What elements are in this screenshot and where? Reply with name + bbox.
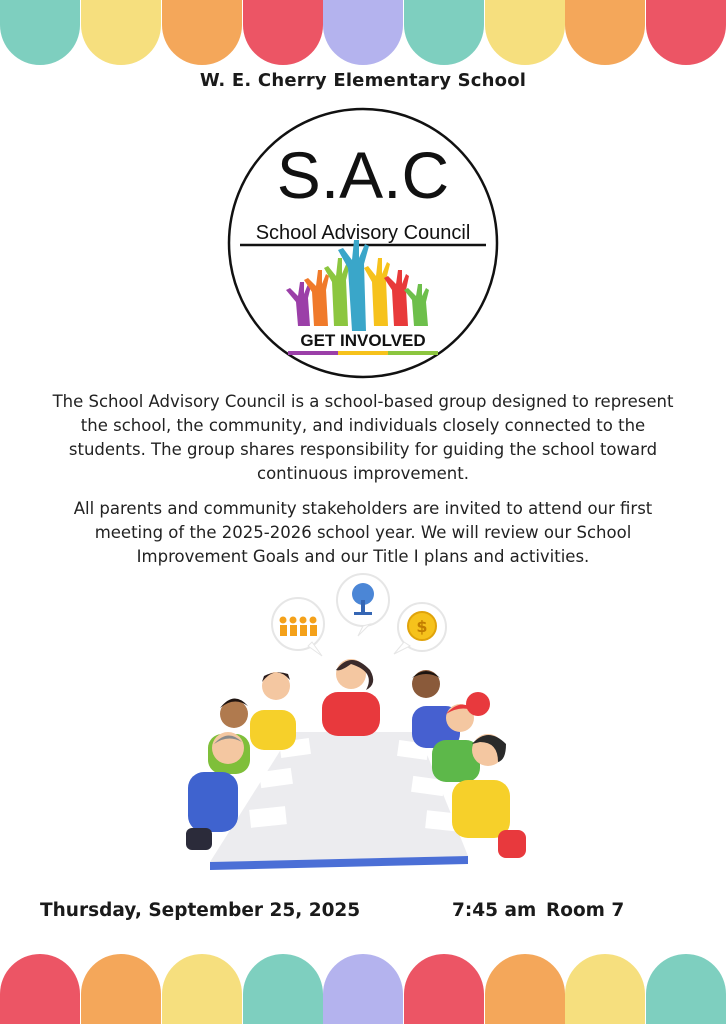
scallop [646, 0, 726, 65]
council-description: The School Advisory Council is a school-based group designed to represent the school, the community, and individuals closely connected to the students. The group shares responsibility for guiding the school toward continuous improvement. [52, 392, 674, 483]
scallop [81, 0, 161, 65]
top-scallop-border [0, 0, 726, 70]
scallop [404, 954, 484, 1024]
scallop [0, 954, 80, 1024]
scallop [0, 0, 80, 65]
meeting-time: 7:45 am [452, 900, 537, 921]
svg-text:$: $ [416, 617, 428, 636]
sac-acronym: S.A.C [276, 138, 450, 212]
get-involved-tagline: GET INVOLVED [300, 331, 426, 350]
sac-logo [226, 106, 500, 380]
scallop [323, 0, 403, 65]
meeting-illustration [180, 572, 550, 872]
dollar-coin-icon [394, 603, 446, 654]
scallop [404, 0, 484, 65]
scallop [565, 954, 645, 1024]
scallop [323, 954, 403, 1024]
scallop [243, 0, 323, 65]
scallop [485, 0, 565, 65]
scallop [243, 954, 323, 1024]
scallop [81, 954, 161, 1024]
people-icon [272, 598, 324, 656]
meeting-invitation: All parents and community stakeholders are invited to attend our first meeting of the 2025-2026 school year. We will review our School Improvement Goals and our Title I plans and activities. [73, 499, 653, 566]
sac-full-name: School Advisory Council [255, 222, 471, 244]
scallop [162, 954, 242, 1024]
meeting-date: Thursday, September 25, 2025 [40, 900, 361, 921]
scallop [565, 0, 645, 65]
scallop [485, 954, 565, 1024]
bottom-scallop-border [0, 954, 726, 1024]
scallop [162, 0, 242, 65]
school-name: W. E. Cherry Elementary School [199, 70, 527, 91]
meeting-room: Room 7 [546, 900, 625, 921]
tree-icon [337, 574, 389, 636]
scallop [646, 954, 726, 1024]
